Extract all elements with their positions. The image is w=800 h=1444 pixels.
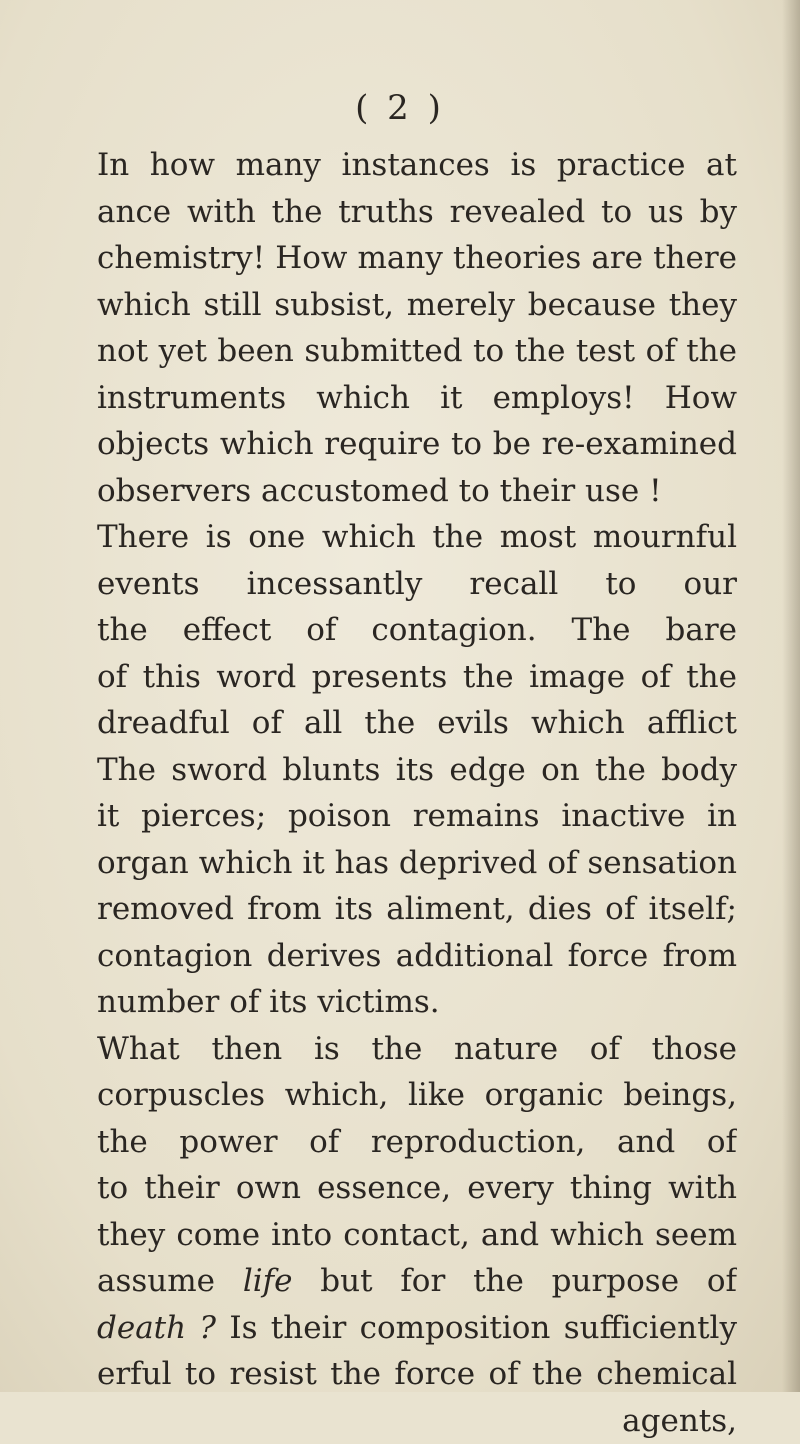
text-line: events incessantly recall to our: [97, 561, 737, 608]
text-segment: Is their composition sufficiently: [97, 1310, 737, 1352]
text-line: In how many instances is practice at: [97, 142, 737, 189]
text-line: instruments which it employs! How: [97, 375, 737, 422]
text-line: ance with the truths revealed to us by: [97, 189, 737, 236]
text-segment: but for the purpose of: [97, 1263, 737, 1305]
text-line: number of its victims.: [97, 979, 737, 1026]
text-line: to their own essence, every thing with: [97, 1165, 737, 1212]
text-segment: assume: [97, 1263, 243, 1299]
italic-word: life: [243, 1263, 293, 1299]
catchword: agents,: [97, 1398, 737, 1444]
text-line: What then is the nature of those: [97, 1026, 737, 1073]
text-line: erful to resist the force of the chemical: [97, 1351, 737, 1398]
text-line: [97, 1305, 737, 1352]
text-line: corpuscles which, like organic beings,: [97, 1072, 737, 1119]
text-line: contagion derives additional force from: [97, 933, 737, 980]
text-line: the effect of contagion. The bare: [97, 607, 737, 654]
text-line: removed from its aliment, dies of itself;: [97, 886, 737, 933]
text-line: [97, 1258, 737, 1305]
text-line: observers accustomed to their use !: [97, 468, 737, 515]
text-line: the power of reproduction, and of: [97, 1119, 737, 1166]
text-line: which still subsist, merely because they: [97, 282, 737, 329]
text-line: organ which it has deprived of sensation: [97, 840, 737, 887]
page-edge-shadow: [782, 0, 800, 1392]
text-line: There is one which the most mournful: [97, 514, 737, 561]
text-line: they come into contact, and which seem: [97, 1212, 737, 1259]
text-line: of this word presents the image of the: [97, 654, 737, 701]
page-number: ( 2 ): [0, 88, 800, 128]
text-line: objects which require to be re-examined: [97, 421, 737, 468]
body-text: [97, 142, 737, 1444]
text-line: chemistry! How many theories are there: [97, 235, 737, 282]
text-line: dreadful of all the evils which afflict: [97, 700, 737, 747]
text-line: The sword blunts its edge on the body: [97, 747, 737, 794]
text-line: not yet been submitted to the test of the: [97, 328, 737, 375]
italic-word: death ?: [97, 1310, 216, 1346]
text-line: it pierces; poison remains inactive in: [97, 793, 737, 840]
